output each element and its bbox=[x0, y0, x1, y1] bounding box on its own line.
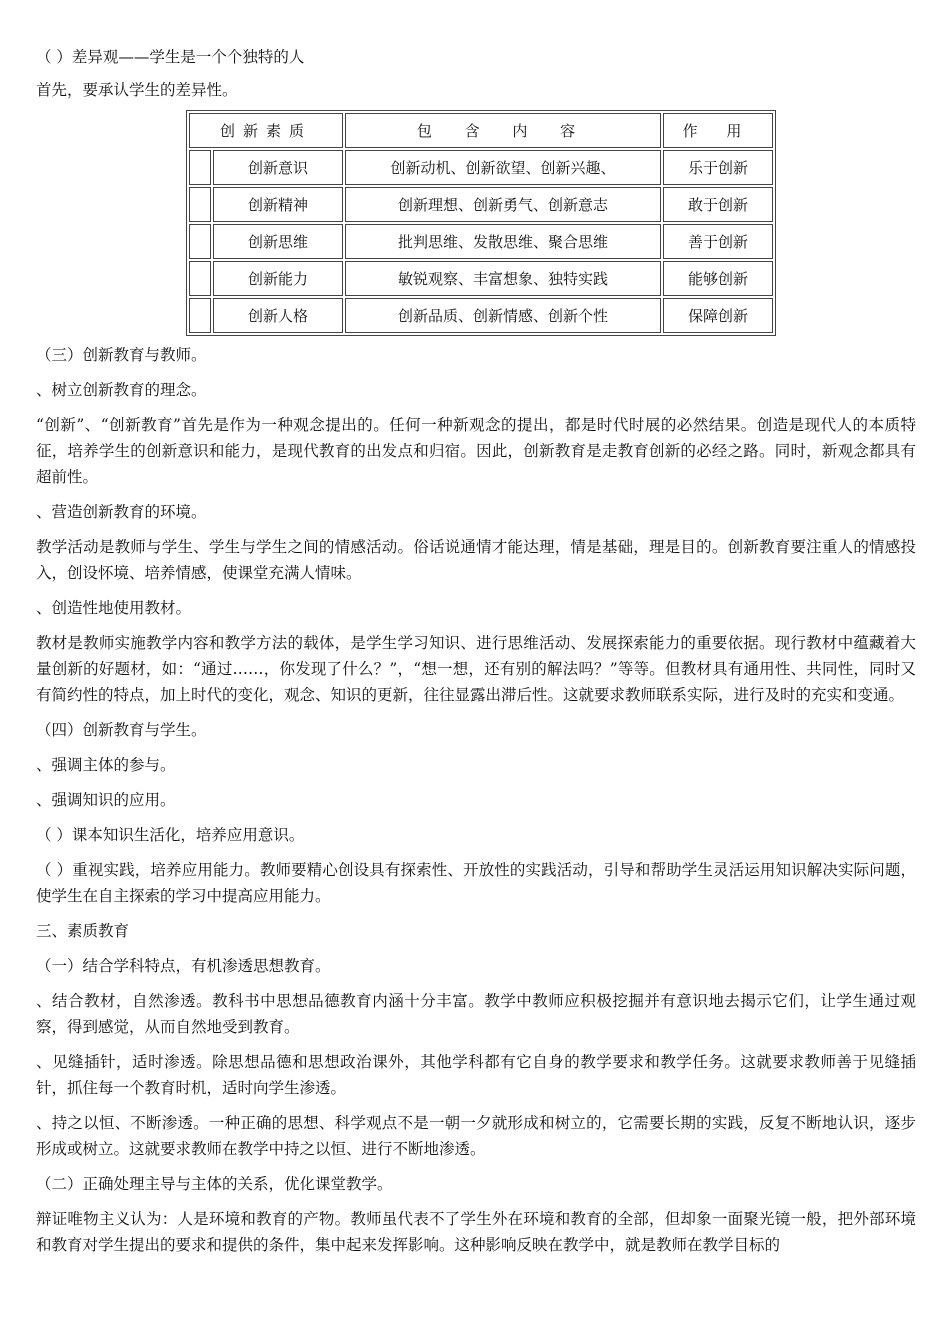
table-row bbox=[189, 224, 773, 259]
table-cell-content: 批判思维、发散思维、聚合思维 bbox=[345, 224, 661, 259]
table-cell-blank bbox=[189, 187, 211, 222]
table-header-quality: 创新素质 bbox=[189, 113, 343, 148]
table-cell-name: 创新意识 bbox=[213, 150, 343, 185]
subsection-heading: （三）创新教育与教师。 bbox=[36, 346, 207, 364]
body-paragraph: 、结合教材，自然渗透。教科书中思想品德教育内涵十分丰富。教学中教师应积极挖掘并有意识地去揭示它们，让学生通过观察，得到感觉，从而自然地受到教育。 bbox=[36, 992, 916, 1036]
list-item: 、树立创新教育的理念。 bbox=[36, 381, 207, 399]
body-paragraph: 教材是教师实施教学内容和教学方法的载体，是学生学习知识、进行思维活动、发展探索能力的重要依据。现行教材中蕴藏着大量创新的好题材，如：“通过……，你发现了什么？”，“想一想，还有别的解法吗？”等等。但教材具有通用性、共同性，同时又有简约性的特点，加上时代的变化，观念、知识的更新，往往显露出滞后性。这就要求教师联系实际，进行及时的充实和变通。 bbox=[36, 634, 916, 704]
table-cell-name: 创新人格 bbox=[213, 298, 343, 333]
section-heading: 三、素质教育 bbox=[36, 922, 130, 940]
list-item: 、营造创新教育的环境。 bbox=[36, 503, 207, 521]
table-row bbox=[189, 298, 773, 333]
table-header-row bbox=[189, 113, 773, 148]
subsection-heading: （一）结合学科特点，有机渗透思想教育。 bbox=[36, 957, 331, 975]
table-cell-name: 创新能力 bbox=[213, 261, 343, 296]
body-paragraph: “创新”、“创新教育”首先是作为一种观念提出的。任何一种新观念的提出，都是时代时展的必然结果。创造是现代人的本质特征，培养学生的创新意识和能力，是现代教育的出发点和归宿。因此，创新教育是走教育创新的必经之路。同时，新观念都具有超前性。 bbox=[36, 416, 916, 486]
table-cell-blank bbox=[189, 298, 211, 333]
intro-text: 首先，要承认学生的差异性。 bbox=[36, 81, 238, 99]
table-cell-role: 善于创新 bbox=[663, 224, 773, 259]
body-paragraph: （ ）重视实践，培养应用能力。教师要精心创设具有探索性、开放性的实践活动，引导和帮助学生灵活运用知识解决实际问题，使学生在自主探索的学习中提高应用能力。 bbox=[36, 861, 916, 905]
table-cell-content: 敏锐观察、丰富想象、独特实践 bbox=[345, 261, 661, 296]
subsection-heading: （二）正确处理主导与主体的关系，优化课堂教学。 bbox=[36, 1175, 393, 1193]
table-cell-name: 创新思维 bbox=[213, 224, 343, 259]
table-cell-role: 保障创新 bbox=[663, 298, 773, 333]
table-cell-content: 创新理想、创新勇气、创新意志 bbox=[345, 187, 661, 222]
table-cell-blank bbox=[189, 150, 211, 185]
body-paragraph: 教学活动是教师与学生、学生与学生之间的情感活动。俗话说通情才能达理，情是基础，理是目的。创新教育要注重人的情感投入，创设怀境、培养情感，使课堂充满人情味。 bbox=[36, 538, 916, 582]
table-row bbox=[189, 261, 773, 296]
table-cell-role: 乐于创新 bbox=[663, 150, 773, 185]
table-cell-blank bbox=[189, 261, 211, 296]
list-item: 、强调知识的应用。 bbox=[36, 791, 176, 809]
table-row bbox=[189, 150, 773, 185]
body-paragraph: 、见缝插针，适时渗透。除思想品德和思想政治课外，其他学科都有它自身的教学要求和教学任务。这就要求教师善于见缝插针，抓住每一个教育时机，适时向学生渗透。 bbox=[36, 1053, 916, 1097]
table-cell-name: 创新精神 bbox=[213, 187, 343, 222]
table-cell-role: 敢于创新 bbox=[663, 187, 773, 222]
list-item: 、创造性地使用教材。 bbox=[36, 599, 192, 617]
body-paragraph: 辩证唯物主义认为：人是环境和教育的产物。教师虽代表不了学生外在环境和教育的全部，但却象一面聚光镜一般，把外部环境和教育对学生提出的要求和提供的条件，集中起来发挥影响。这种影响反映在教学中，就是教师在教学目标的 bbox=[36, 1210, 916, 1254]
document-page bbox=[36, 44, 916, 1267]
table-header-content: 包 含 内 容 bbox=[345, 113, 661, 148]
table-cell-blank bbox=[189, 224, 211, 259]
innovation-quality-table bbox=[186, 110, 776, 336]
list-item: 、强调主体的参与。 bbox=[36, 756, 176, 774]
table-cell-content: 创新动机、创新欲望、创新兴趣、 bbox=[345, 150, 661, 185]
list-item: （ ）课本知识生活化，培养应用意识。 bbox=[36, 826, 305, 844]
section-heading: （ ）差异观——学生是一个个独特的人 bbox=[36, 48, 305, 66]
body-paragraph: 、持之以恒、不断渗透。一种正确的思想、科学观点不是一朝一夕就形成和树立的，它需要长期的实践，反复不断地认识，逐步形成或树立。这就要求教师在教学中持之以恒、进行不断地渗透。 bbox=[36, 1114, 916, 1158]
table-header-role: 作 用 bbox=[663, 113, 773, 148]
subsection-heading: （四）创新教育与学生。 bbox=[36, 721, 207, 739]
table-cell-content: 创新品质、创新情感、创新个性 bbox=[345, 298, 661, 333]
table-cell-role: 能够创新 bbox=[663, 261, 773, 296]
table-row bbox=[189, 187, 773, 222]
